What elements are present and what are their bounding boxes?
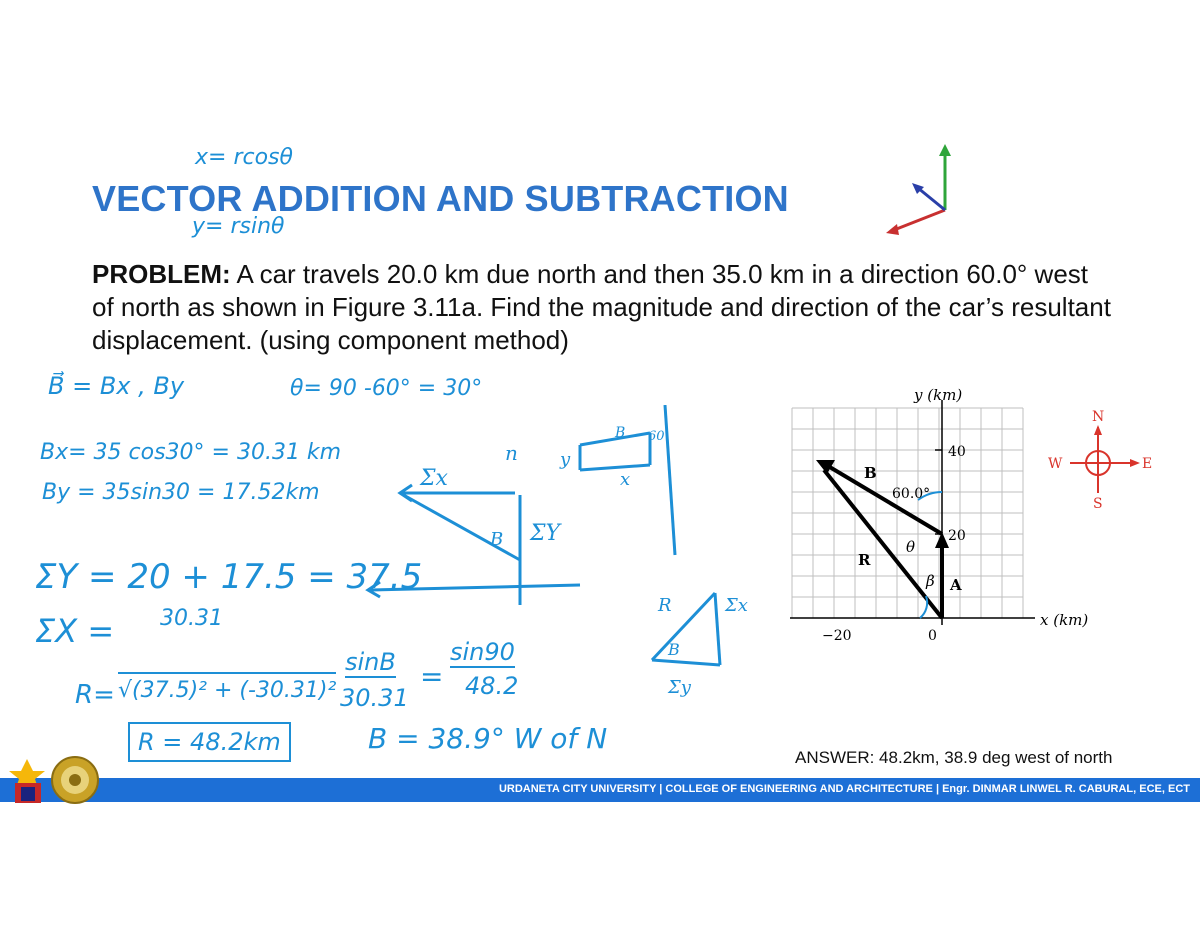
slide-title: VECTOR ADDITION AND SUBTRACTION [92, 178, 789, 219]
sketch-line [665, 405, 675, 555]
y-axis-label: y (km) [914, 386, 963, 404]
axes-3d-icon [880, 140, 960, 240]
hand-r-result: R = 48.2km [128, 722, 291, 762]
problem-statement [92, 258, 1112, 357]
hand-by-eq: By = 35sin30 = 17.52km [42, 480, 320, 505]
sketch-label: Σx [420, 466, 448, 491]
angle-60-label: 60.0° [892, 486, 931, 502]
sketch-label: ΣY [530, 521, 561, 546]
sketch-label: y [560, 449, 571, 470]
hand-sin90: sin90 [450, 638, 515, 666]
triangle-label: Σx [725, 595, 748, 616]
beta-label: β [926, 572, 935, 590]
sketch-label: n [505, 441, 518, 465]
hand-r-formula: √(37.5)² + (-30.31)² [118, 672, 336, 703]
triangle-edge [715, 593, 720, 665]
triangle-label: Σy [668, 677, 691, 698]
hand-sketch-diagram [330, 405, 690, 605]
hand-sum-x-value: 30.31 [160, 606, 223, 631]
tick-neg20: −20 [822, 628, 852, 644]
hand-beta-result: B = 38.9° W of N [368, 722, 608, 755]
hand-r-label: R= [75, 680, 115, 710]
hand-equals: = [420, 660, 444, 693]
vector-b-label: B [864, 464, 877, 482]
compass-rose [1040, 405, 1160, 520]
sketch-line [580, 465, 650, 470]
footer-text: URDANETA CITY UNIVERSITY | COLLEGE OF ENGINEERING AND ARCHITECTURE | Engr. DINMAR LINWEL R. CABURAL, ECE, ECT [498, 783, 1190, 795]
hand-sinb-denominator: 30.31 [340, 684, 409, 712]
sketch-label: 60 [648, 429, 665, 444]
hand-triangle-sketch [640, 585, 780, 705]
sketch-label: B [490, 529, 504, 550]
triangle-label: B [668, 640, 680, 659]
hand-b-vector: B⃗ = Bx , By [48, 372, 185, 400]
beta-arc [920, 596, 927, 618]
school-logo [5, 755, 50, 805]
problem-label: PROBLEM: [92, 259, 231, 289]
sketch-line [370, 585, 580, 590]
triangle-label: R [658, 595, 672, 616]
tick-0: 0 [928, 628, 937, 644]
hand-y-formula: y= rsinθ [192, 214, 285, 239]
answer-text: ANSWER: 48.2km, 38.9 deg west of north [795, 748, 1113, 767]
hand-theta-eq: θ= 90 -60° = 30° [290, 376, 483, 401]
college-seal-logo [50, 755, 100, 805]
compass-e: E [1142, 456, 1153, 472]
vector-a-label: A [950, 576, 962, 594]
triangle-edge [652, 660, 720, 665]
theta-label: θ [906, 538, 916, 556]
vector-r-label: R [858, 551, 871, 569]
hand-sin90-denominator: 48.2 [465, 672, 519, 700]
compass-s: S [1093, 496, 1103, 512]
compass-n: N [1092, 409, 1105, 425]
tick-20: 20 [948, 528, 966, 544]
sketch-label: B [615, 425, 626, 441]
tick-40: 40 [948, 444, 966, 460]
hand-sum-y: ΣY = 20 + 17.5 = 37.5 [35, 557, 423, 597]
hand-sum-x: ΣX = [35, 612, 115, 650]
hand-sinb: sinB [345, 648, 396, 676]
compass-w: W [1048, 456, 1063, 472]
x-axis-label: x (km) [1040, 611, 1089, 629]
hand-x-formula: x= rcosθ [195, 145, 293, 170]
sketch-label: x [620, 469, 631, 490]
problem-text: A car travels 20.0 km due north and then 35.0 km in a direction 60.0° west of north as shown in Figure 3.11a. Find the magnitude and direction of the car’s resultant displacement. (using component method) [92, 259, 1111, 355]
hand-bx-eq: Bx= 35 cos30° = 30.31 km [40, 440, 342, 465]
